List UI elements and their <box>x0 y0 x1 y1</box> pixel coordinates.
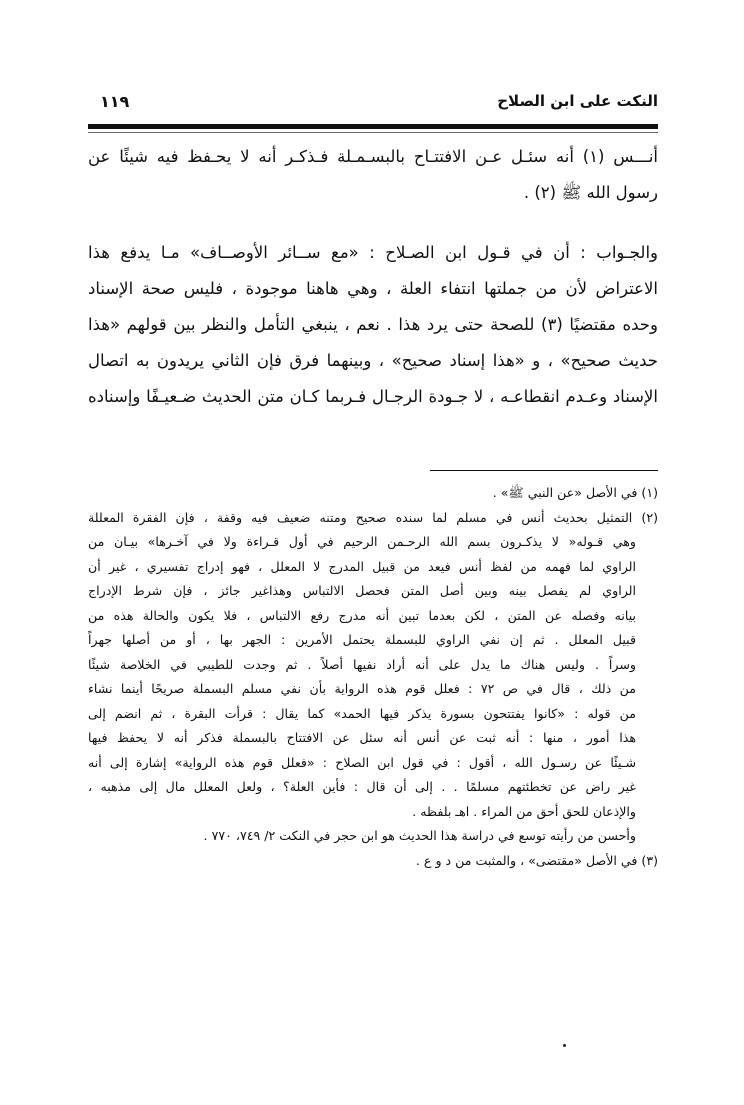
text-line: والجـواب : أن في قـول ابن الصـلاح : «مع ســائر الأوصــاف» مـا يدفع هذا <box>88 243 658 262</box>
page-header <box>88 92 658 120</box>
footnote-line: غير راض عن تخطئتهم مسلمًا . . إلى أن قال : فأين العلة؟ ، ولعل المعلل مال إلى مذهبه ، <box>88 779 636 794</box>
text-line: أنـــس (١) أنه سئـل عـن الافتتـاح بالبسـمـلة فـذكـر أنه لا يحـفظ فيه شيئًا عن <box>88 147 658 166</box>
scan-speck <box>563 1044 566 1047</box>
header-rule <box>88 124 658 129</box>
header-rule-thin <box>88 132 658 133</box>
footnote-2: (٢) التمثيل بحديث أنس في مسلم لما سنده صحيح ومتنه ضعيف فيه وقفة ، فإن الفقرة المعللة <box>88 509 658 525</box>
text-line: حديث صحيح» ، و «هذا إسناد صحيح» ، وبينهما فرق فإن الثاني يريدون به اتصال <box>88 351 658 370</box>
footnote-line: شـيئًا عن رسـول الله ، أقول : في قول ابن الصلاح : «فعلل قوم هذه الرواية» إشارة إلى أنه <box>88 754 636 770</box>
text-line: الاعتراض لأن من جملتها انتفاء العلة ، وهي هاهنا موجودة ، فليس صحة الإسناد <box>88 279 658 298</box>
text-line: رسول الله ﷺ (٢) . <box>523 183 658 202</box>
footnotes <box>88 481 658 873</box>
footnote-1: (١) في الأصل «عن النبي ﷺ» . <box>492 485 658 500</box>
footnote-line: هذا أمور ، منها : أنه ثبت عن أنس أنه سئل عن الافتتاح بالبسملة فذكر أنه لا يحفظ فيها <box>88 730 636 745</box>
footnote-line: من ذلك ، قال في ص ٧٢ : فعلل قوم هذه الرواية بأن نفي مسلم البسملة صريحًا أينما نشاء <box>88 681 637 696</box>
text-line: الإسناد وعـدم انقطاعـه ، لا جـودة الرجـال فـربما كـان متن الحديث ضـعيـفًا وإسناده <box>88 387 658 406</box>
main-text <box>88 142 658 418</box>
footnote-line: بيانه وفصله عن المتن ، لكن بعدما تبين أنه مدرج رفع الالتباس ، فلا يكون والحالة هذه من <box>88 607 636 623</box>
footnote-line: قبيل المعلل . ثم إن نفي الراوي للبسملة يحتمل الأمرين : الجهر بها ، أو من أصلها جهراً <box>88 632 636 647</box>
footnote-line: وسراً . وليس هناك ما يدل على أنه أراد نفيها أصلاً . ثم وجدت للطيبي في الخلاصة شيئًا <box>88 656 636 672</box>
running-title: النكت على ابن الصلاح <box>497 92 658 110</box>
footnote-line: وهي قـوله« لا يذكـرون بسم الله الرحـمن الرحيم في أول قـراءة ولا في آخـرها» بيـان من <box>88 534 636 549</box>
footnote-3: (٣) في الأصل «مقتضى» ، والمثبت من د و ع . <box>415 852 658 868</box>
footnote-line: من قوله : «كانوا يفتتحون بسورة يذكر فيها الحمد» كما يقال : قرأت البقرة ، ثم انضم إلى <box>88 705 636 721</box>
footnote-line: والإذعان للحق أحق من المراء . اهـ بلفظه . <box>412 803 636 819</box>
footnote-rule <box>430 470 658 471</box>
footnote-line: الراوي لم يفصل بينه وبين أصل المتن فحصل الالتباس وهذاغير جائز ، فإن شرط الإدراج <box>88 583 636 598</box>
text-line: وحده مقتضيًا (٣) للصحة حتى يرد هذا . نعم ، ينبغي التأمل والنظر بين قولهم «هذا <box>88 315 658 334</box>
footnote-line: الراوي لما فهمه من لفظ أنس فيعد من قبيل المدرج لا المعلل ، فهو إدراج تفسيري ، غير أن <box>88 558 636 574</box>
page-number: ١١٩ <box>100 92 130 111</box>
footnote-line: وأحسن من رأيته توسع في دراسة هذا الحديث هو ابن حجر في النكت ٢/ ٧٤٩، ٧٧٠ . <box>203 828 636 843</box>
